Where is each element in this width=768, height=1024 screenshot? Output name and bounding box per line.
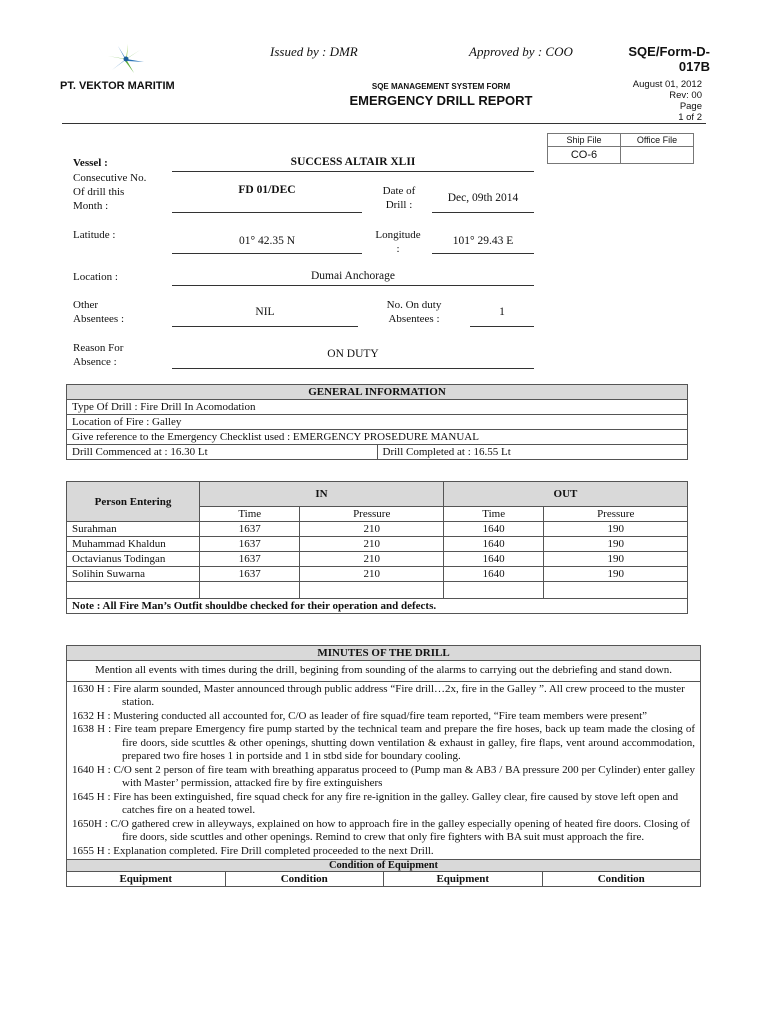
in-pressure: 210 [300,567,443,582]
form-number-line2: 017B [678,59,710,74]
latitude-underline [172,253,362,254]
fire-location: Location of Fire : Galley [67,415,688,430]
onduty-absentees-value: 1 [499,306,505,318]
reason-value: ON DUTY [327,348,379,360]
longitude-underline [432,253,534,254]
out-time: 1640 [443,537,543,552]
onduty-absentees-underline [470,326,534,327]
minutes-heading: MINUTES OF THE DRILL [67,646,701,661]
sqe-label: SQE MANAGEMENT SYSTEM FORM [371,82,511,91]
onduty-absentees-label-line2: Absentees : [388,313,440,325]
longitude-label-line2: : [396,243,400,255]
drill-commenced: Drill Commenced at : 16.30 Lt [67,445,378,460]
location-label: Location : [73,271,118,283]
in-time-header: Time [200,507,300,522]
company-logo [104,42,148,76]
onduty-absentees-label [378,298,450,326]
other-absentees-value: NIL [255,306,275,318]
minutes-entry: 1645 H : Fire has been extinguished, fire squad check for any fire re-ignition in the galley. Galley clear, fire caused by stove left open and catches fire on a heated towel. [72,790,679,816]
vessel-underline [172,171,534,172]
person-name: Surahman [67,522,200,537]
page-of: 1 of 2 [678,112,702,123]
header-divider [62,123,706,124]
consecutive-label-line1: Consecutive No. [73,172,147,184]
minutes-entry: 1655 H : Explanation completed. Fire Drill completed proceeded to the next Drill. [72,844,434,857]
equipment-header: Equipment [67,872,226,887]
drill-date-value: Dec, 09th 2014 [447,192,519,204]
empty-cell [443,582,543,599]
empty-cell [67,582,200,599]
minutes-entries [67,681,701,860]
consecutive-value: FD 01/DEC [238,184,296,196]
consecutive-label [73,171,146,213]
longitude-value: 101° 29.43 E [452,235,514,247]
drill-date-label [376,184,422,212]
other-absentees-underline [172,326,358,327]
ship-file-label: Ship File [548,134,621,147]
table-row [67,552,688,567]
drill-date-label-line1: Date of [382,185,416,197]
outfit-note: Note : All Fire Man’s Outfit shouldbe checked for their operation and defects. [67,599,688,614]
form-number [610,44,710,74]
location-value: Dumai Anchorage [311,270,395,282]
other-absentees-label [73,298,124,326]
out-pressure: 190 [544,552,688,567]
table-row [67,537,688,552]
person-name: Solihin Suwarna [67,567,200,582]
empty-cell [544,582,688,599]
logo-star-icon [108,44,144,73]
other-absentees-label-line1: Other [73,299,99,311]
reason-underline [172,368,534,369]
revision: Rev: 00 [669,90,702,101]
drill-type: Type Of Drill : Fire Drill In Acomodation [67,400,688,415]
condition-header: Condition [542,872,701,887]
onduty-absentees-label-line1: No. On duty [386,299,442,311]
out-pressure: 190 [544,537,688,552]
page-title: EMERGENCY DRILL REPORT [349,93,533,108]
ship-file-value: CO-6 [548,147,621,164]
general-information-heading: GENERAL INFORMATION [67,385,688,400]
in-time: 1637 [200,567,300,582]
drill-completed: Drill Completed at : 16.55 Lt [377,445,688,460]
consecutive-underline [172,212,362,213]
minutes-entry: 1638 H : Fire team prepare Emergency fire pump started by the technical team and prepare the fire hoses, back up team made the closing of fire doors, side scuttles & other openings, shutting down ventilation & exhaust in galley, fire flaps, vent around accommodation, prepared two fire hoses 1 in portside and 1 in stbd side for boundary cooling. [72,723,695,762]
reason-label [73,341,123,369]
table-row-empty [67,582,688,599]
out-header: OUT [443,482,687,507]
in-time: 1637 [200,552,300,567]
minutes-intro-text: Mention all events with times during the drill, begining from sounding of the alarms to carrying out the debriefing and stand down. [94,664,673,676]
person-name: Muhammad Khaldun [67,537,200,552]
persons-entering-table [66,481,688,614]
page-label: Page [679,101,702,112]
consecutive-label-line3: Month : [73,200,109,212]
out-time: 1640 [443,567,543,582]
approved-by: Approved by : COO [469,44,573,59]
consecutive-label-line2: Of drill this [73,186,125,198]
out-pressure-header: Pressure [544,507,688,522]
in-time: 1637 [200,522,300,537]
checklist-reference: Give reference to the Emergency Checklist used : EMERGENCY PROSEDURE MANUAL [67,430,688,445]
issued-by: Issued by : DMR [270,44,358,59]
minutes-entry: 1630 H : Fire alarm sounded, Master announced through public address “Fire drill…2x, fire in the Galley ”. All crew proceed to the muster station. [72,682,685,708]
longitude-label [368,228,428,256]
in-time: 1637 [200,537,300,552]
in-pressure-header: Pressure [300,507,443,522]
office-file-label: Office File [621,134,694,147]
company-name: PT. VEKTOR MARITIM [60,80,175,92]
in-pressure: 210 [300,522,443,537]
minutes-entry: 1650H : C/O gathered crew in alleyways, explained on how to approach fire in the galley especially opening of heated fire doors. Closing of fire doors, side scuttles and other openings. Remind to crew that only fire fighters with BA suit must approach the fire. [72,817,690,843]
minutes-intro [67,661,701,682]
empty-cell [300,582,443,599]
general-information-table [66,384,688,460]
other-absentees-label-line2: Absentees : [73,313,125,325]
table-row [67,567,688,582]
latitude-label: Latitude : [73,229,116,241]
out-time: 1640 [443,522,543,537]
vessel-label: Vessel : [73,157,108,169]
office-file-value [621,147,694,164]
form-date: August 01, 2012 [632,79,702,90]
drill-date-underline [432,212,534,213]
in-header: IN [200,482,444,507]
out-time-header: Time [443,507,543,522]
condition-heading: Condition of Equipment [67,860,701,872]
in-pressure: 210 [300,552,443,567]
form-number-line1: SQE/Form-D- [628,44,710,59]
in-pressure: 210 [300,537,443,552]
minutes-entry: 1640 H : C/O sent 2 person of fire team with breathing apparatus proceed to (Pump man & AB3 / BA pressure 200 per Cylinder) enter galley with Master’ permission, attacked fire by fire extinguishers [72,763,695,789]
equipment-header: Equipment [384,872,543,887]
minutes-entry: 1632 H : Mustering conducted all accounted for, C/O as leader of fire squad/fire team reported, “Fire team members were present” [72,709,648,722]
reason-label-line2: Absence : [73,356,117,368]
person-name: Octavianus Todingan [67,552,200,567]
reason-label-line1: Reason For [73,342,124,354]
drill-date-label-line2: Drill : [385,199,413,211]
out-pressure: 190 [544,567,688,582]
empty-cell [200,582,300,599]
minutes-table [66,645,701,887]
table-row [67,522,688,537]
out-pressure: 190 [544,522,688,537]
location-underline [172,285,534,286]
condition-header: Condition [225,872,384,887]
longitude-label-line1: Longitude [375,229,421,241]
file-box [547,133,694,164]
vessel-value: SUCCESS ALTAIR XLII [290,156,416,168]
out-time: 1640 [443,552,543,567]
person-entering-header: Person Entering [67,482,200,522]
revision-block [600,79,702,123]
latitude-value: 01° 42.35 N [238,235,296,247]
